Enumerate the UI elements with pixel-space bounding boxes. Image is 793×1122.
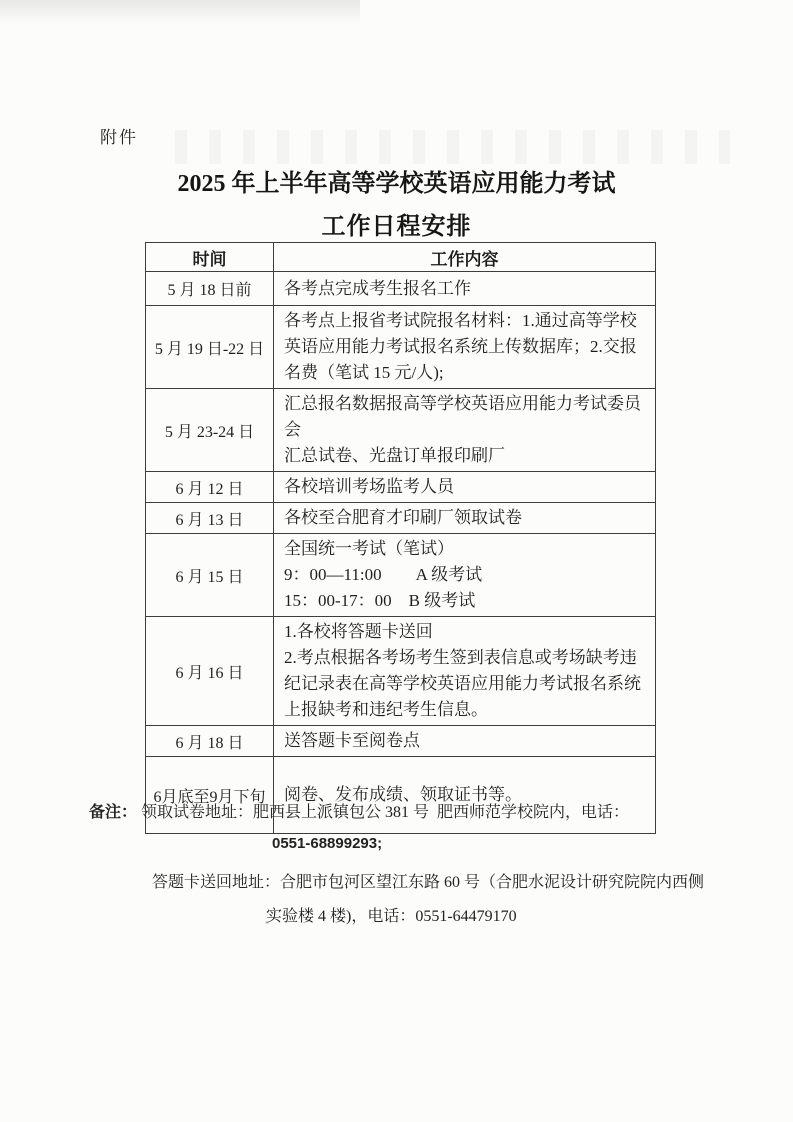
content-cell (274, 534, 656, 617)
time-cell: 5 月 18 日前 (146, 272, 274, 306)
time-cell: 5 月 19 日-22 日 (146, 306, 274, 389)
column-header-time: 时间 (146, 243, 274, 272)
content-line: 各校至合肥育才印刷厂领取试卷 (284, 508, 522, 527)
content-line: 送答题卡至阅卷点 (284, 731, 420, 750)
content-cell (274, 306, 656, 389)
document-title-line2: 工作日程安排 (321, 214, 472, 240)
notes-phone-1: 0551-68899293; (272, 835, 383, 852)
content-line: 阅卷、发布成绩、领取证书等。 (284, 785, 522, 804)
content-cell (274, 726, 656, 757)
content-line: 15：00-17：00 B 级考试 (284, 591, 476, 610)
content-cell (274, 272, 656, 306)
document-title-line1: 2025 年上半年高等学校英语应用能力考试 (177, 171, 616, 197)
table-row (146, 272, 656, 306)
attachment-label: 附件 (100, 128, 138, 147)
table-row (146, 617, 656, 726)
time-cell: 6 月 16 日 (146, 617, 274, 726)
notes-line-3: 实验楼 4 楼)，电话：0551-64479170 (266, 908, 517, 925)
schedule-table (145, 242, 656, 834)
content-cell (274, 503, 656, 534)
time-cell: 6月底至9月下旬 (146, 757, 274, 834)
table-row (146, 306, 656, 389)
content-cell (274, 617, 656, 726)
content-cell (274, 389, 656, 472)
table-row (146, 389, 656, 472)
table-header-row (146, 243, 656, 272)
content-line: 2.考点根据各考场考生签到表信息或考场缺考违纪记录表在高等学校英语应用能力考试报名系统上报缺考和违纪考生信息。 (284, 648, 641, 719)
content-line: 各考点上报省考试院报名材料：1.通过高等学校英语应用能力考试报名系统上传数据库；2.交报名费（笔试 15 元/人); (284, 311, 637, 382)
table-row (146, 503, 656, 534)
table-row (146, 726, 656, 757)
table-row (146, 534, 656, 617)
content-cell (274, 472, 656, 503)
time-cell: 6 月 12 日 (146, 472, 274, 503)
notes-line-1-text: 领取试卷地址：肥西县上派镇包公 381 号 肥西师范学校院内，电话： (141, 804, 630, 821)
time-cell: 6 月 15 日 (146, 534, 274, 617)
time-cell: 5 月 23-24 日 (146, 389, 274, 472)
time-cell: 6 月 13 日 (146, 503, 274, 534)
content-line: 9：00—11:00 A 级考试 (284, 565, 483, 584)
notes-line-1 (89, 799, 629, 822)
scan-artifact-top (0, 0, 360, 24)
column-header-content: 工作内容 (274, 243, 656, 272)
time-cell: 6 月 18 日 (146, 726, 274, 757)
table-row (146, 472, 656, 503)
content-line: 各考点完成考生报名工作 (284, 278, 471, 298)
content-line: 汇总报名数据报高等学校英语应用能力考试委员会 (284, 394, 641, 439)
content-line: 汇总试卷、光盘订单报印刷厂 (284, 446, 505, 465)
content-line: 全国统一考试（笔试） (284, 539, 454, 558)
notes-label: 备注： (89, 804, 138, 821)
notes-line-2: 答题卡送回地址：合肥市包河区望江东路 60 号（合肥水泥设计研究院院内西侧 (152, 874, 705, 891)
scan-artifact-noise-band (175, 130, 730, 164)
content-line: 各校培训考场监考人员 (284, 477, 454, 496)
content-line: 1.各校将答题卡送回 (284, 622, 433, 641)
